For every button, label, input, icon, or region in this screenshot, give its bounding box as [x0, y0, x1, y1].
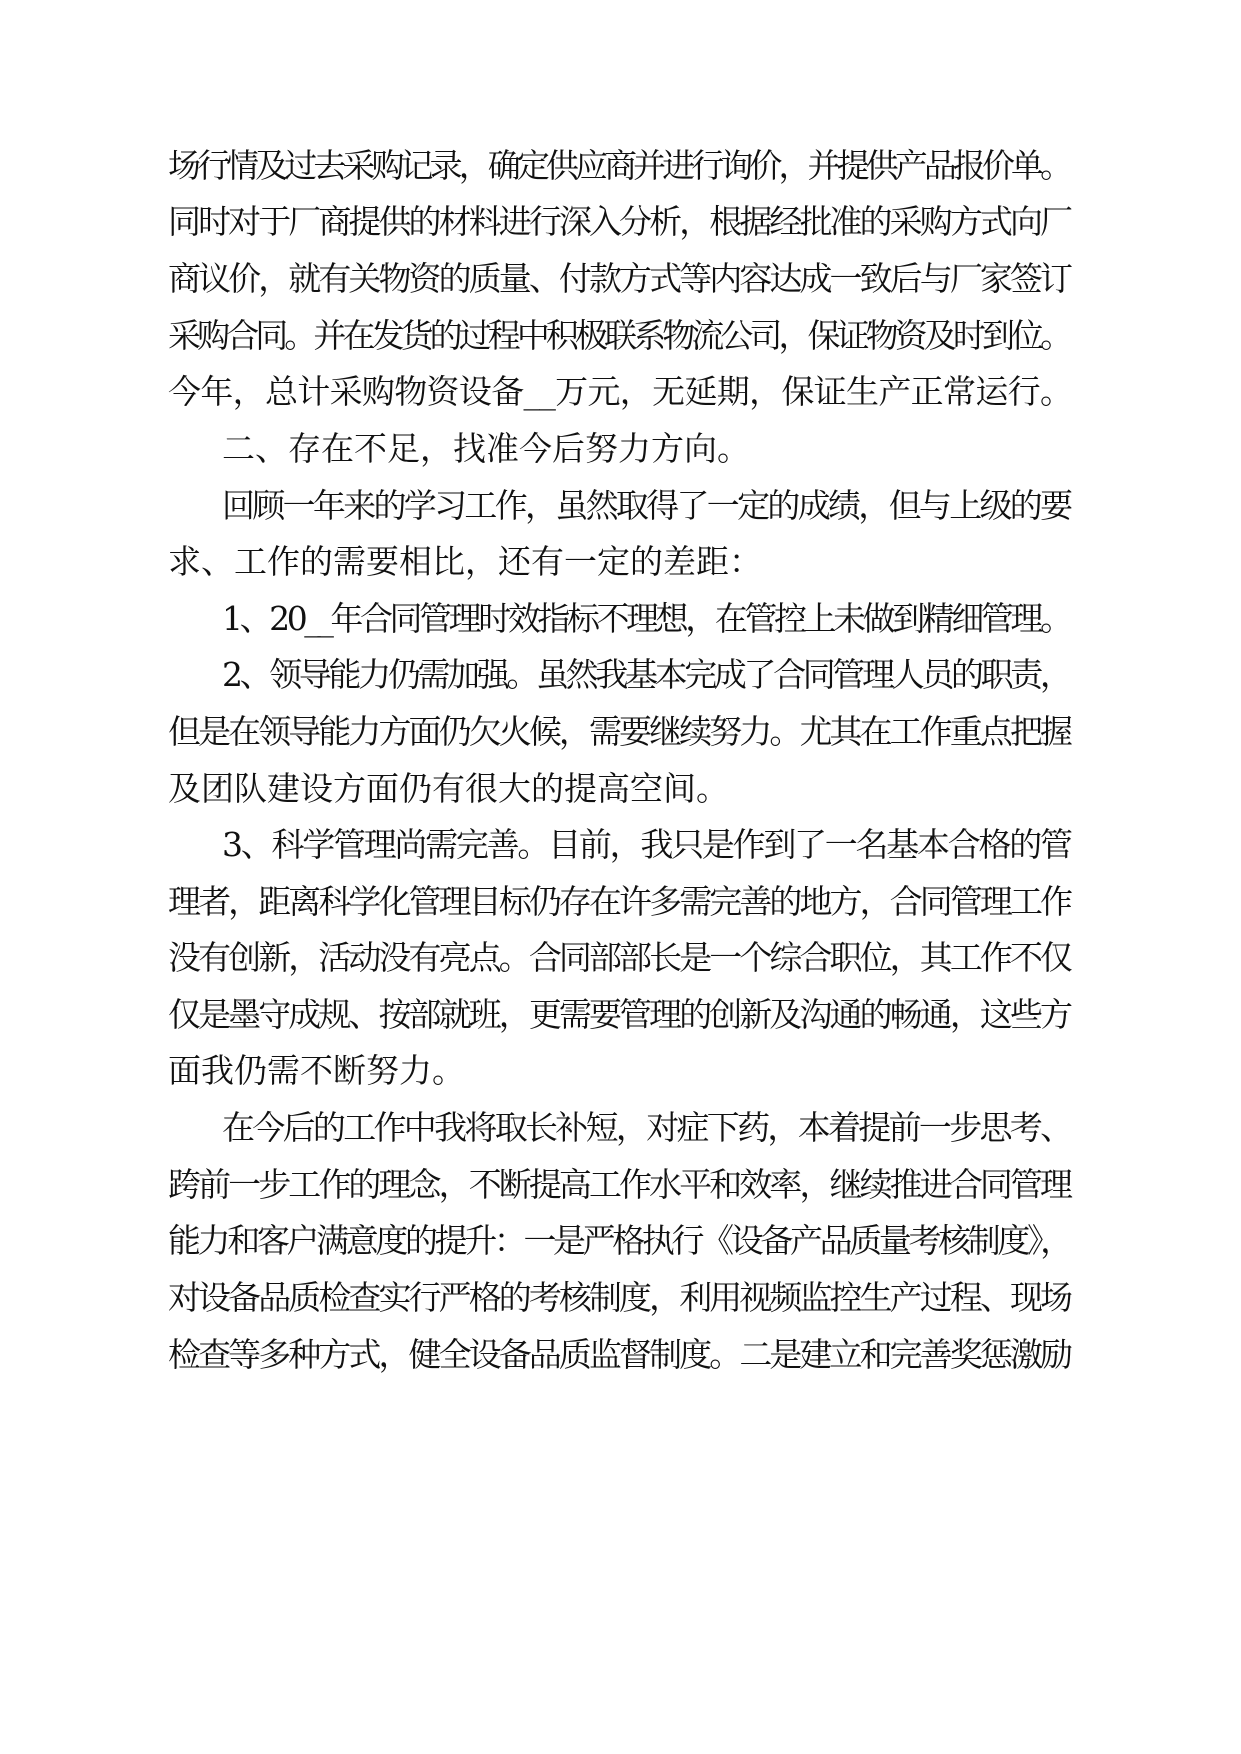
document-page: 场行情及过去采购记录，确定供应商并进行询价，并提供产品报价单。 同时对于厂商提供的材料进行深入分析，根据经批准的采购方式向厂 商议价，就有关物资的质量、付款方式等内容达成一致后与厂家签订 采购合同。并在发货的过程中积极联系物流公司，保证物资及时到位。 今年，总计采购物资设备__万元，无延期，保证生产正常运行。 二、存在不足，找准今后努力方向。 回顾一年来的学习工作，虽然取得了一定的成绩，但与上级的要 求、工作的需要相比，还有一定的差距： 1、20__年合同管理时效指标不理想，在管控上未做到精细管理。 2、领导能力仍需加强。虽然我基本完成了合同管理人员的职责， 但是在领导能力方面仍欠火候，需要继续努力。尤其在工作重点把握 及团队建设方面仍有很大的提高空间。 3、科学管理尚需完善。目前，我只是作到了一名基本合格的管 理者，距离科学化管理目标仍存在许多需完善的地方，合同管理工作 没有创新，活动没有亮点。合同部部长是一个综合职位，其工作不仅 仅是墨守成规、按部就班，更需要管理的创新及沟通的畅通，这些方 面我仍需不断努力。 在今后的工作中我将取长补短，对症下药，本着提前一步思考、 跨前一步工作的理念，不断提高工作水平和效率，继续推进合同管理 能力和客户满意度的提升：一是严格执行《设备产品质量考核制度》， 对设备品质检查实行严格的考核制度，利用视频监控生产过程、现场 检查等多种方式，健全设备品质监督制度。二是建立和完善奖惩激励: [0, 0, 1241, 1754]
